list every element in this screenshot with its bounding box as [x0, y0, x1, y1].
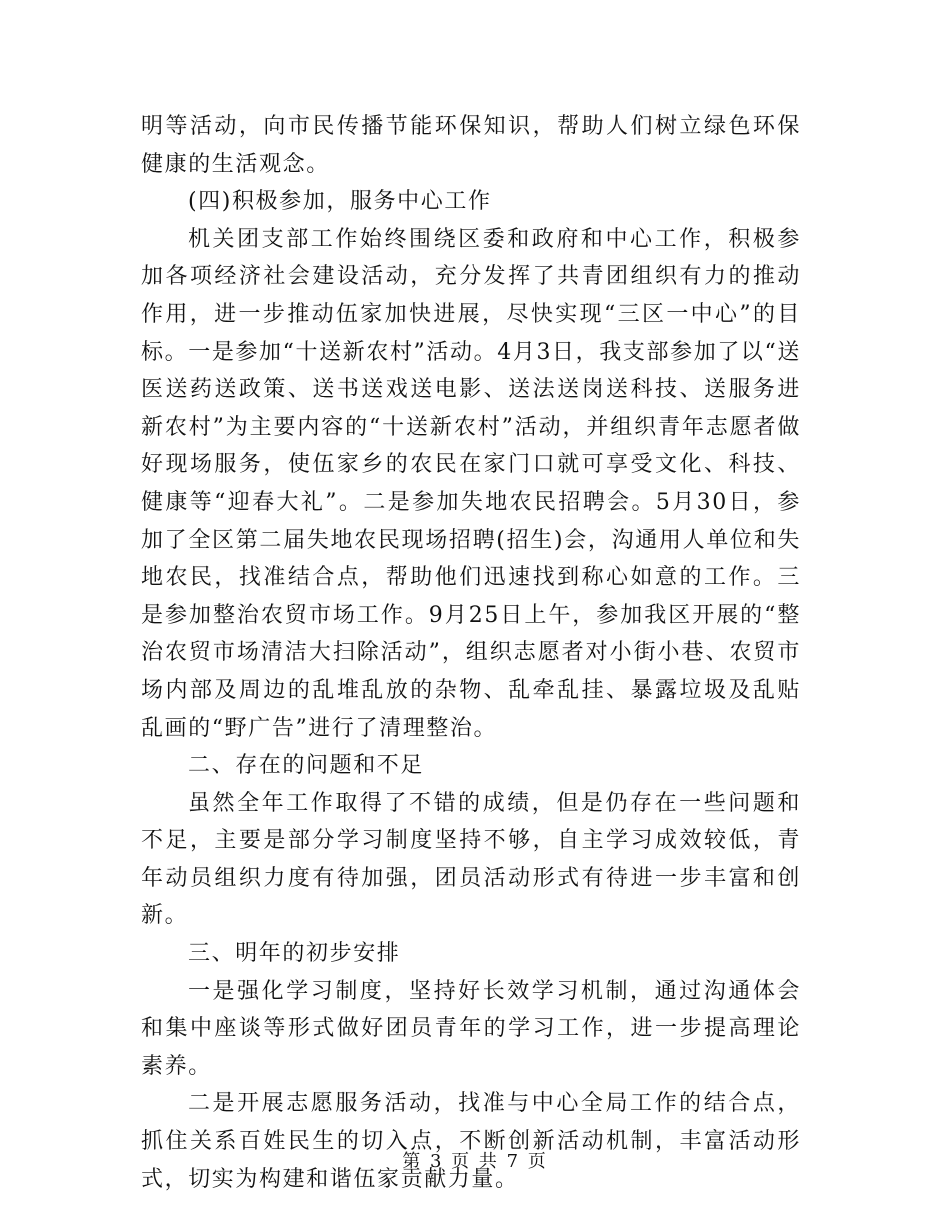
- section-heading-problems: 二、存在的问题和不足: [188, 753, 425, 779]
- paragraph-8: 二是开展志愿服务活动，找准与中心全局工作的结合点，抓住关系百姓民生的切入点，不断创新活动机制，丰富活动形式，切实为构建和谐伍家贡献力量。: [141, 1091, 801, 1192]
- document-body: [141, 108, 801, 1198]
- paragraph-5: 虽然全年工作取得了不错的成绩，但是仍存在一些问题和不足，主要是部分学习制度坚持不够，自主学习成效较低，青年动员组织力度有待加强，团员活动形式有待进一步丰富和创新。: [141, 790, 801, 929]
- page-number-footer: 第 3 页 共 7 页: [402, 1151, 548, 1172]
- section-heading-next-year: 三、明年的初步安排: [188, 941, 401, 967]
- paragraph-7: 一是强化学习制度，坚持好长效学习机制，通过沟通体会和集中座谈等形式做好团员青年的学习工作，进一步提高理论素养。: [141, 978, 801, 1079]
- section-heading-4: (四)积极参加，服务中心工作: [188, 189, 492, 215]
- paragraph-1: 明等活动，向市民传播节能环保知识，帮助人们树立绿色环保健康的生活观念。: [141, 114, 801, 177]
- paragraph-3: 机关团支部工作始终围绕区委和政府和中心工作，积极参加各项经济社会建设活动，充分发挥了共青团组织有力的推动作用，进一步推动伍家加快进展，尽快实现“三区一中心”的目标。一是参加“十送新农村”活动。4月3日，我支部参加了以“送医送药送政策、送书送戏送电影、送法送岗送科技、送服务进新农村”为主要内容的“十送新农村”活动，并组织青年志愿者做好现场服务，使伍家乡的农民在家门口就可享受文化、科技、健康等“迎春大礼”。二是参加失地农民招聘会。5月30日，参加了全区第二届失地农民现场招聘(招生)会，沟通用人单位和失地农民，找准结合点，帮助他们迅速找到称心如意的工作。三是参加整治农贸市场工作。9月25日上午，参加我区开展的“整治农贸市场清洁大扫除活动”，组织志愿者对小街小巷、农贸市场内部及周边的乱堆乱放的杂物、乱牵乱挂、暴露垃圾及乱贴乱画的“野广告”进行了清理整治。: [141, 226, 801, 741]
